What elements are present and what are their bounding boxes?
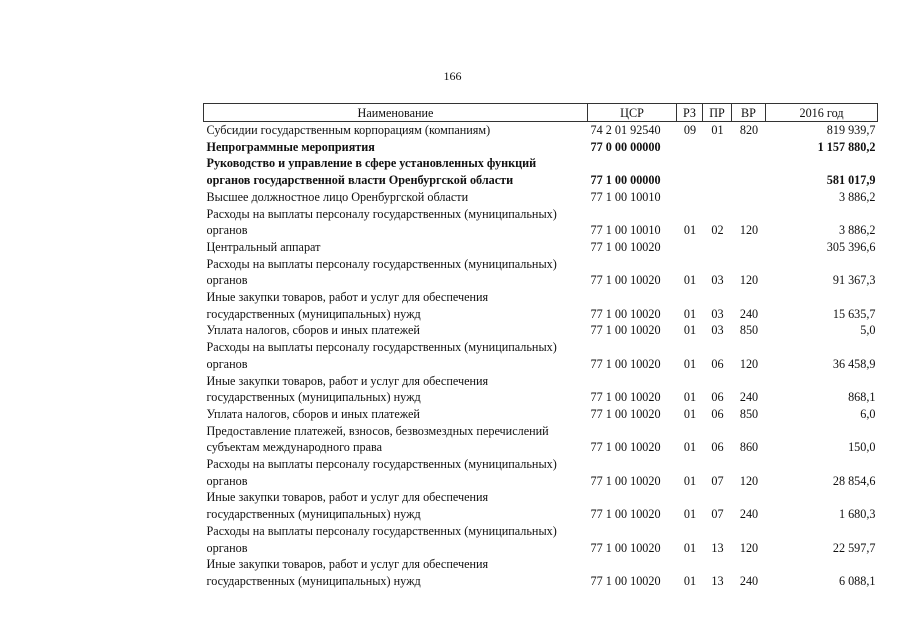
row-vr: 850	[739, 323, 759, 338]
row-sum: 6 088,1	[838, 573, 876, 588]
row-pr: 06	[711, 440, 724, 455]
row-name-line: государственных (муниципальных) нужд	[206, 507, 421, 522]
row-name	[204, 456, 588, 489]
table-row	[204, 489, 878, 522]
row-name-line: Расходы на выплаты персоналу государственных (муниципальных)	[206, 256, 557, 271]
row-name-line: государственных (муниципальных) нужд	[206, 390, 421, 405]
table-row	[204, 456, 878, 489]
row-pr: 07	[711, 473, 724, 488]
header-csr: ЦСР	[588, 104, 677, 122]
row-name-line: Расходы на выплаты персоналу государственных (муниципальных)	[206, 206, 557, 221]
row-name-line: Предоставление платежей, взносов, безвозмездных перечислений	[206, 423, 549, 438]
table-row	[204, 339, 878, 372]
row-pr: 03	[711, 273, 724, 288]
row-name	[204, 256, 588, 289]
row-vr: 120	[739, 540, 759, 555]
row-name-line: Расходы на выплаты персоналу государственных (муниципальных)	[206, 457, 557, 472]
row-vr: 240	[739, 390, 759, 405]
row-pr: 03	[711, 306, 724, 321]
row-csr: 77 1 00 10010	[590, 189, 661, 204]
row-name-line: Иные закупки товаров, работ и услуг для обеспечения	[206, 373, 489, 388]
row-rz: 01	[683, 356, 697, 371]
table-row	[204, 322, 878, 339]
row-csr: 77 1 00 10020	[590, 406, 661, 421]
table-header	[204, 104, 878, 122]
row-vr: 820	[739, 123, 759, 137]
budget-table	[203, 103, 878, 590]
table-row	[204, 139, 878, 156]
row-vr	[732, 189, 766, 206]
row-rz: 01	[683, 473, 697, 488]
row-sum: 3 886,2	[838, 189, 876, 204]
row-name	[204, 423, 588, 456]
row-vr	[732, 239, 766, 256]
row-rz	[677, 239, 703, 256]
row-name-line: Высшее должностное лицо Оренбургской области	[206, 189, 469, 204]
row-name-line: органов	[206, 473, 248, 488]
row-sum: 868,1	[848, 390, 876, 405]
row-sum: 36 458,9	[832, 356, 876, 371]
row-name	[204, 139, 588, 156]
row-csr: 77 1 00 00000	[590, 173, 661, 188]
row-name-line: Непрограммные мероприятия	[206, 139, 375, 154]
row-name-line: субъектам международного права	[206, 440, 382, 455]
row-sum: 1 157 880,2	[817, 139, 876, 154]
row-name	[204, 556, 588, 589]
row-pr: 06	[711, 356, 724, 371]
row-pr	[703, 239, 732, 256]
row-csr: 77 1 00 10020	[590, 323, 661, 338]
table-row	[204, 556, 878, 589]
row-rz: 01	[683, 440, 697, 455]
row-vr: 240	[739, 573, 759, 588]
row-vr: 120	[739, 473, 759, 488]
header-vr: ВР	[732, 104, 766, 122]
row-name	[204, 523, 588, 556]
row-name-line: Иные закупки товаров, работ и услуг для обеспечения	[206, 557, 489, 572]
row-name-line: органов	[206, 223, 248, 238]
table-row	[204, 423, 878, 456]
row-name-line: Иные закупки товаров, работ и услуг для обеспечения	[206, 490, 489, 505]
row-vr: 120	[739, 273, 759, 288]
row-sum: 15 635,7	[832, 306, 876, 321]
row-name	[204, 373, 588, 406]
row-sum: 305 396,6	[826, 239, 876, 254]
page-number: 166	[443, 69, 462, 83]
row-csr: 77 1 00 10020	[590, 440, 661, 455]
table-row	[204, 256, 878, 289]
row-rz: 01	[683, 390, 697, 405]
row-vr: 860	[739, 440, 759, 455]
row-rz: 01	[683, 223, 697, 238]
row-pr	[703, 155, 732, 188]
row-pr: 13	[711, 573, 724, 588]
table-row	[204, 523, 878, 556]
row-name-line: органов	[206, 273, 248, 288]
row-rz: 01	[683, 507, 697, 522]
row-name-line: Расходы на выплаты персоналу государственных (муниципальных)	[206, 340, 557, 355]
row-csr: 74 2 01 92540	[590, 123, 661, 137]
row-name-line: органов государственной власти Оренбургской области	[206, 173, 514, 188]
row-rz	[677, 189, 703, 206]
row-sum: 6,0	[860, 406, 876, 421]
row-name-line: органов	[206, 356, 248, 371]
row-name-line: государственных (муниципальных) нужд	[206, 306, 421, 321]
row-csr: 77 1 00 10020	[590, 473, 661, 488]
row-csr: 77 1 00 10020	[590, 306, 661, 321]
row-sum: 581 017,9	[826, 173, 876, 188]
row-sum: 150,0	[848, 440, 876, 455]
header-row	[204, 104, 878, 122]
row-pr: 01	[711, 123, 724, 137]
row-pr: 06	[711, 406, 724, 421]
row-vr	[732, 139, 766, 156]
row-name	[204, 122, 588, 139]
row-rz: 01	[683, 273, 697, 288]
row-csr: 77 1 00 10010	[590, 223, 661, 238]
row-sum: 91 367,3	[832, 273, 876, 288]
row-name	[204, 239, 588, 256]
row-sum: 28 854,6	[832, 473, 876, 488]
row-vr: 850	[739, 406, 759, 421]
row-sum: 5,0	[860, 323, 876, 338]
row-name-line: Уплата налогов, сборов и иных платежей	[206, 323, 420, 338]
row-rz: 01	[683, 323, 697, 338]
row-pr: 06	[711, 390, 724, 405]
row-vr: 120	[739, 223, 759, 238]
row-name	[204, 339, 588, 372]
row-rz: 09	[683, 123, 697, 137]
row-rz: 01	[683, 573, 697, 588]
table-row	[204, 406, 878, 423]
row-csr: 77 1 00 10020	[590, 356, 661, 371]
row-pr: 13	[711, 540, 724, 555]
row-rz: 01	[683, 306, 697, 321]
header-rz: РЗ	[677, 104, 703, 122]
row-rz	[677, 155, 703, 188]
row-name	[204, 206, 588, 239]
row-pr	[703, 189, 732, 206]
row-name-line: Расходы на выплаты персоналу государственных (муниципальных)	[206, 523, 557, 538]
row-pr: 03	[711, 323, 724, 338]
row-name	[204, 289, 588, 322]
row-vr: 240	[739, 306, 759, 321]
row-pr: 07	[711, 507, 724, 522]
table-row	[204, 289, 878, 322]
row-vr	[732, 155, 766, 188]
row-sum: 819 939,7	[826, 123, 876, 137]
table-row	[204, 155, 878, 188]
header-pr: ПР	[703, 104, 732, 122]
row-rz: 01	[683, 540, 697, 555]
row-name-line: Иные закупки товаров, работ и услуг для обеспечения	[206, 290, 489, 305]
row-name	[204, 189, 588, 206]
row-name-line: Уплата налогов, сборов и иных платежей	[206, 406, 420, 421]
row-csr: 77 1 00 10020	[590, 273, 661, 288]
row-name-line: государственных (муниципальных) нужд	[206, 573, 421, 588]
row-name-line: Центральный аппарат	[206, 239, 321, 254]
header-year: 2016 год	[766, 104, 878, 122]
row-name	[204, 489, 588, 522]
table-row	[204, 239, 878, 256]
table-row	[204, 373, 878, 406]
row-csr: 77 1 00 10020	[590, 573, 661, 588]
row-csr: 77 0 00 00000	[590, 139, 661, 154]
row-name-line: органов	[206, 540, 248, 555]
row-pr	[703, 139, 732, 156]
row-csr: 77 1 00 10020	[590, 507, 661, 522]
table-row	[204, 206, 878, 239]
table-body	[204, 122, 878, 590]
row-name-line: Субсидии государственным корпорациям (компаниям)	[206, 123, 491, 137]
row-rz: 01	[683, 406, 697, 421]
row-rz	[677, 139, 703, 156]
row-name	[204, 155, 588, 188]
table-row	[204, 122, 878, 139]
row-sum: 1 680,3	[838, 507, 876, 522]
row-pr: 02	[711, 223, 724, 238]
row-name	[204, 322, 588, 339]
row-csr: 77 1 00 10020	[590, 239, 661, 254]
row-sum: 3 886,2	[838, 223, 876, 238]
table-row	[204, 189, 878, 206]
row-vr: 120	[739, 356, 759, 371]
row-name	[204, 406, 588, 423]
row-name-line: Руководство и управление в сфере установленных функций	[206, 156, 537, 171]
row-vr: 240	[739, 507, 759, 522]
row-sum: 22 597,7	[832, 540, 876, 555]
row-csr: 77 1 00 10020	[590, 540, 661, 555]
row-csr: 77 1 00 10020	[590, 390, 661, 405]
header-name: Наименование	[204, 104, 588, 122]
